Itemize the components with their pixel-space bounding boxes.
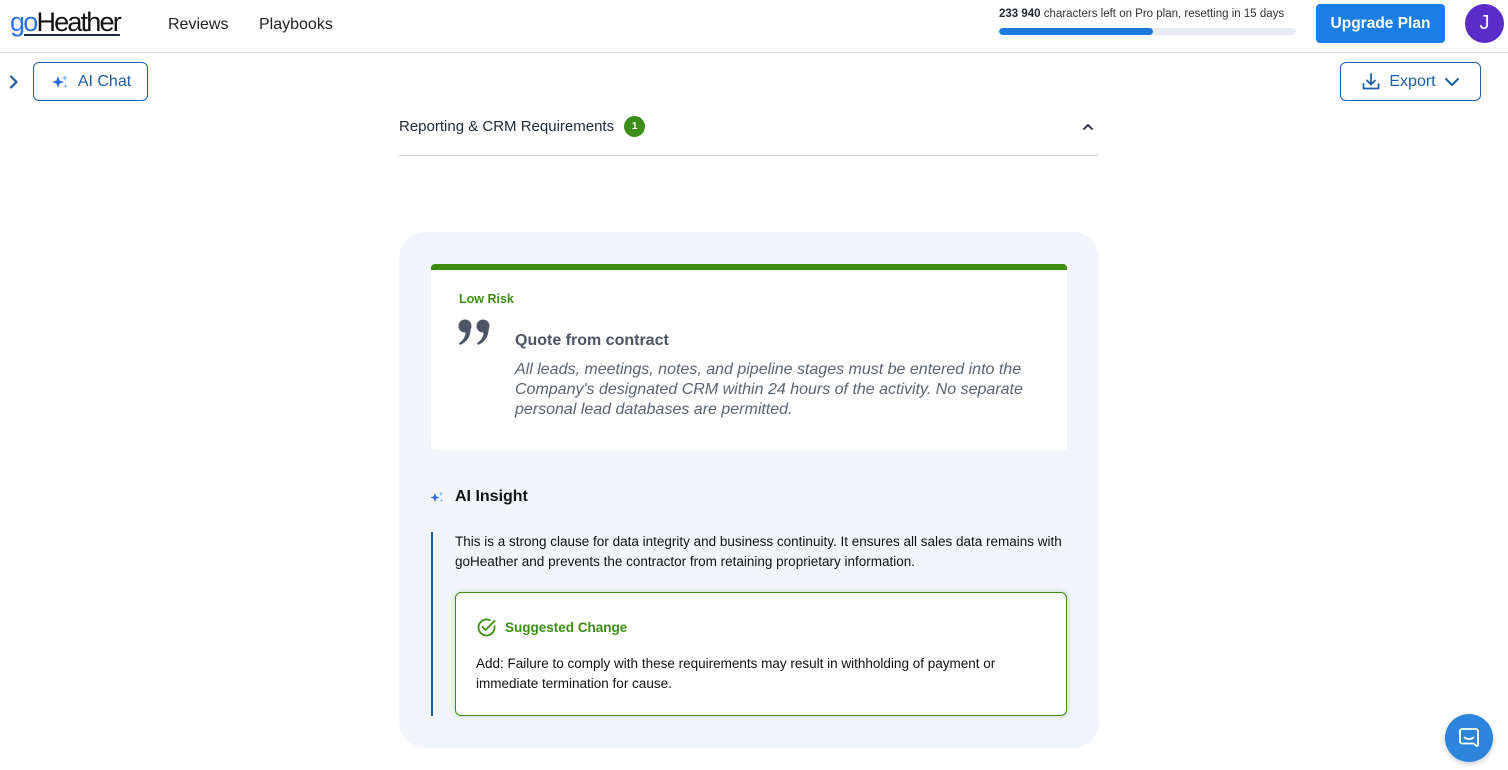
usage-progress-fill (999, 28, 1153, 35)
count-badge: 1 (624, 116, 645, 137)
quote-icon (457, 316, 493, 356)
logo-heather: Heather (36, 7, 120, 37)
sparkle-icon (50, 73, 70, 91)
nav-playbooks[interactable]: Playbooks (259, 16, 333, 33)
usage-text (999, 8, 1297, 20)
logo-go: go (10, 7, 37, 37)
suggested-change-box (455, 592, 1067, 716)
insight-text: This is a strong clause for data integrity and business continuity. It ensures all sales data remains with goHeather and prevents the contractor from retaining proprietary information. (455, 534, 1062, 569)
usage-meter (999, 8, 1297, 35)
export-label: Export (1389, 72, 1436, 90)
suggested-change-title: Suggested Change (505, 620, 628, 635)
sidebar-toggle-button[interactable] (6, 73, 22, 91)
chevron-right-icon (9, 75, 19, 89)
ai-chat-button[interactable] (33, 62, 148, 101)
ai-chat-label: AI Chat (77, 72, 132, 90)
logo[interactable] (10, 7, 120, 38)
section-header[interactable] (399, 108, 1099, 156)
avatar[interactable]: J (1465, 4, 1504, 43)
suggested-change-text: Add: Failure to comply with these requirements may result in withholding of payment or immediate termination for cause. (476, 656, 996, 691)
chat-icon (1457, 726, 1481, 750)
section-title: Reporting & CRM Requirements (399, 118, 615, 135)
finding-card (399, 232, 1099, 748)
quote-title: Quote from contract (515, 332, 669, 349)
support-chat-button[interactable] (1445, 714, 1493, 762)
usage-description: characters left on Pro plan, resetting in 15 days (1040, 8, 1285, 20)
insight-title: AI Insight (455, 488, 528, 505)
insight-header (429, 488, 528, 506)
top-bar (0, 0, 1508, 53)
usage-count: 233 940 (999, 8, 1041, 20)
upgrade-plan-button[interactable]: Upgrade Plan (1316, 4, 1445, 43)
suggested-change-header (476, 617, 627, 638)
risk-label: Low Risk (459, 292, 514, 306)
nav-reviews[interactable]: Reviews (168, 16, 229, 33)
sparkle-icon (429, 490, 445, 504)
export-button[interactable] (1340, 62, 1481, 101)
download-icon (1361, 72, 1381, 92)
chevron-up-icon[interactable] (1081, 120, 1095, 134)
chevron-down-icon (1444, 77, 1460, 87)
quote-box (431, 264, 1067, 450)
quote-text: All leads, meetings, notes, and pipeline stages must be entered into the Company's designated CRM within 24 hours of the activity. No separate personal lead databases are permitted. (515, 361, 1023, 418)
check-circle-icon (476, 617, 497, 638)
usage-progress-bar (999, 28, 1296, 35)
